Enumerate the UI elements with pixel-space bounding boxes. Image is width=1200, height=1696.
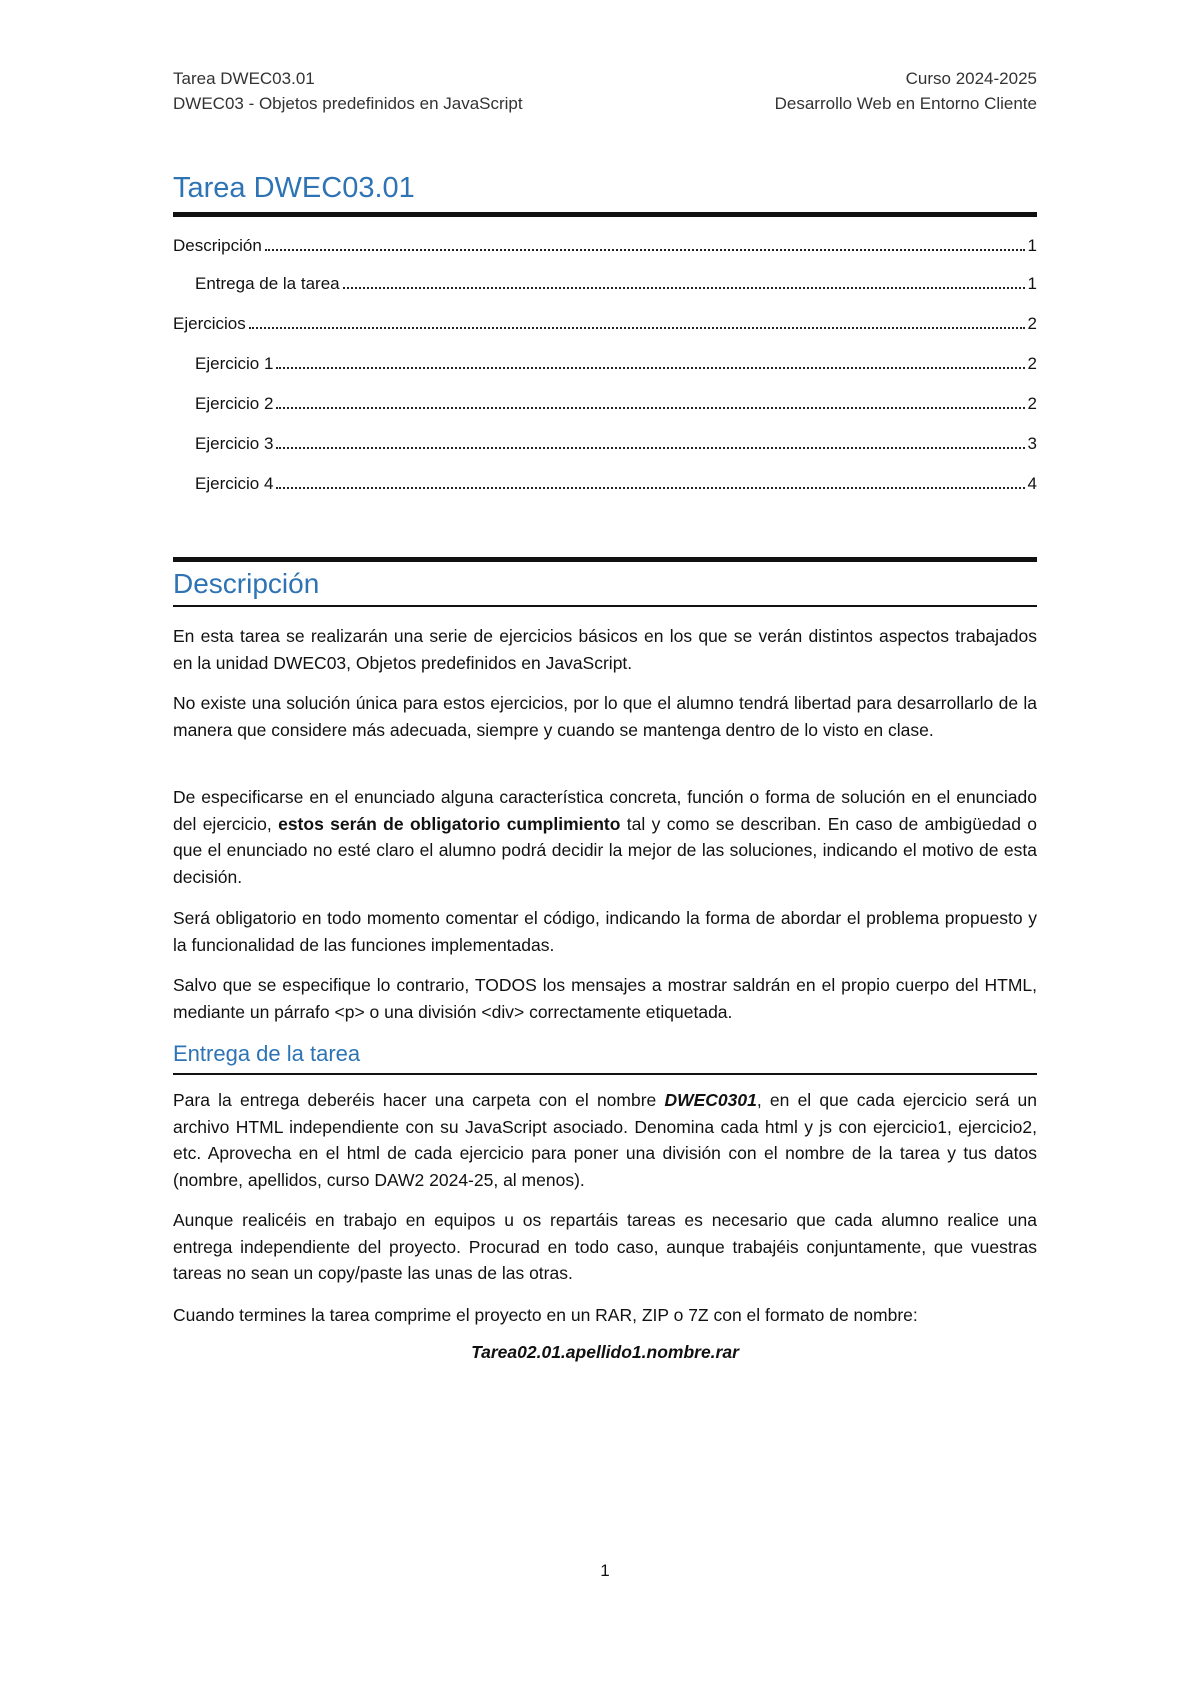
descripcion-paragraph-5: Salvo que se especifique lo contrario, TODOS los mensajes a mostrar saldrán en el propio cuerpo del HTML, mediante un párrafo <p> o una división <div> correctamente etiquetada.	[173, 975, 1037, 1022]
heading-descripcion: Descripción	[173, 568, 320, 599]
toc-entry-label: Ejercicio 1	[195, 354, 274, 373]
descripcion-paragraph-3-bold: estos serán de obligatorio cumplimiento	[278, 813, 621, 834]
heading-entrega-rule	[173, 1073, 1037, 1075]
toc-entry-ejercicios[interactable]	[173, 310, 1037, 334]
title-rule	[173, 212, 1037, 217]
toc-entry-page: 2	[1027, 354, 1037, 373]
descripcion-paragraph-1: En esta tarea se realizarán una serie de ejercicios básicos en los que se verán distintos aspectos trabajados en la unidad DWEC03, Objetos predefinidos en JavaScript.	[173, 626, 1037, 673]
document-page	[173, 0, 1037, 1696]
entrega-paragraph-1	[173, 1087, 1037, 1193]
entrega-paragraph-1-text-c: , en el que cada ejercicio será un archivo HTML independiente con su JavaScript asociado. Denomina cada html y js con ejercicio1, ejercicio2, etc. Aprovecha en el html de cada ejercicio para poner una división con el nombre de la tarea y tus datos (nombre, apellidos, curso DAW2 2024-25, al menos).	[173, 1090, 1037, 1190]
toc-entry-page: 3	[1027, 434, 1037, 453]
toc-entry-ejercicio-3[interactable]	[195, 430, 1037, 454]
toc-leader	[276, 447, 1024, 449]
toc-leader	[276, 367, 1024, 369]
toc-entry-label: Ejercicio 3	[195, 434, 274, 453]
toc-entry-ejercicio-2[interactable]	[195, 390, 1037, 414]
toc-entry-label: Ejercicio 2	[195, 394, 274, 413]
entrega-paragraph-1-text-a: Para la entrega deberéis hacer una carpeta con el nombre	[173, 1090, 665, 1110]
descripcion-paragraph-2: No existe una solución única para estos ejercicios, por lo que el alumno tendrá libertad para desarrollarlo de la manera que considere más adecuada, siempre y cuando se mantenga dentro de lo visto en clase.	[173, 693, 1037, 740]
toc-leader	[265, 249, 1025, 251]
document-title: Tarea DWEC03.01	[173, 172, 415, 204]
toc-leader	[276, 407, 1024, 409]
entrega-paragraph-2: Aunque realicéis en trabajo en equipos u os repartáis tareas es necesario que cada alumno realice una entrega independiente del proyecto. Procurad en todo caso, aunque trabajéis conjuntamente, que vuestras tareas no sean un copy/paste las unas de las otras.	[173, 1210, 1037, 1283]
toc-entry-label: Entrega de la tarea	[195, 274, 340, 293]
heading-descripcion-rule	[173, 605, 1037, 607]
toc-entry-page: 4	[1027, 474, 1037, 493]
header-subject-label: Desarrollo Web en Entorno Cliente	[774, 94, 1037, 113]
toc-entry-ejercicio-1[interactable]	[195, 350, 1037, 374]
toc-entry-page: 2	[1027, 394, 1037, 413]
toc-entry-page: 1	[1027, 236, 1037, 255]
toc-entry-label: Ejercicio 4	[195, 474, 274, 493]
toc-entry-label: Ejercicios	[173, 314, 246, 333]
header-task-label: Tarea DWEC03.01	[173, 69, 315, 88]
toc-leader	[276, 487, 1024, 489]
archive-filename: Tarea02.01.apellido1.nombre.rar	[471, 1342, 739, 1362]
toc-entry-page: 2	[1027, 314, 1037, 333]
header-course-label: Curso 2024-2025	[905, 69, 1037, 88]
entrega-paragraph-3: Cuando termines la tarea comprime el proyecto en un RAR, ZIP o 7Z con el formato de nombre:	[173, 1305, 918, 1325]
toc-entry-entrega[interactable]	[195, 270, 1037, 294]
descripcion-paragraph-3-text-a: De especificarse en el enunciado alguna característica concreta, función o forma de solución en el enunciado del ejercicio,	[173, 787, 1037, 834]
heading-entrega: Entrega de la tarea	[173, 1041, 361, 1066]
section-top-rule	[173, 557, 1037, 562]
descripcion-paragraph-4: Será obligatorio en todo momento comentar el código, indicando la forma de abordar el problema propuesto y la funcionalidad de las funciones implementadas.	[173, 908, 1037, 955]
folder-name: DWEC0301	[664, 1090, 757, 1110]
descripcion-paragraph-3-text-c: tal y como se describan. En caso de ambigüedad o que el enunciado no esté claro el alumno podrá decidir la mejor de las soluciones, indicando el motivo de esta decisión.	[173, 813, 1037, 887]
toc-entry-label: Descripción	[173, 236, 262, 255]
toc-entry-page: 1	[1027, 274, 1037, 293]
header-unit-label: DWEC03 - Objetos predefinidos en JavaScript	[173, 94, 523, 113]
page-number: 1	[600, 1561, 610, 1580]
toc-entry-ejercicio-4[interactable]	[195, 470, 1037, 494]
toc-entry-descripcion[interactable]	[173, 232, 1037, 256]
toc-leader	[343, 287, 1025, 289]
toc-leader	[249, 327, 1025, 329]
descripcion-paragraph-3	[173, 784, 1037, 890]
